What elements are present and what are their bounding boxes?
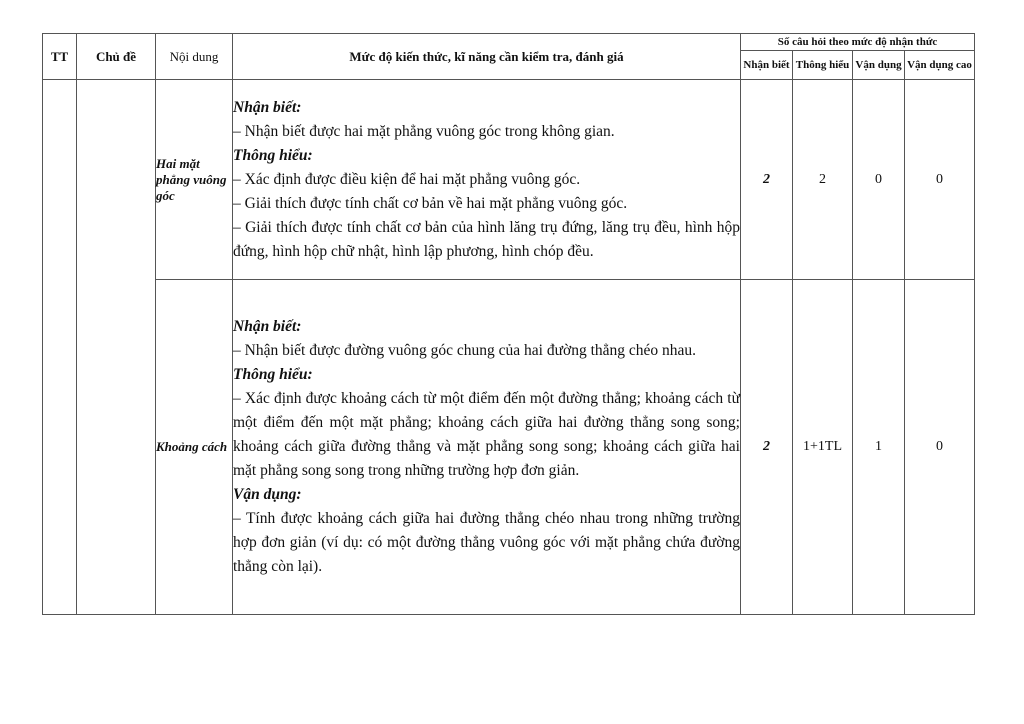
header-level-van-dung: Vận dụng [853, 51, 905, 80]
content-line: – Nhận biết được đường vuông góc chung của hai đường thẳng chéo nhau. [233, 342, 697, 359]
cell-noi-dung: Khoảng cách [156, 280, 233, 615]
level-heading: Thông hiểu: [233, 366, 313, 383]
cell-tt [43, 80, 77, 615]
level-heading: Nhận biết: [233, 98, 302, 116]
level-heading: Nhận biết: [233, 318, 302, 335]
cell-muc-do [233, 280, 741, 615]
content-line: – Giải thích được tính chất cơ bản của hình lăng trụ đứng, lăng trụ đều, hình hộp đứng, hình hộp chữ nhật, hình lập phương, hình chóp đều. [233, 218, 740, 260]
count-van-dung-cao: 0 [905, 280, 975, 615]
content-line: – Xác định được điều kiện để hai mặt phẳng vuông góc. [233, 170, 581, 188]
table-row [43, 80, 975, 280]
count-nhan-biet: 2 [741, 80, 793, 280]
count-van-dung-cao: 0 [905, 80, 975, 280]
assessment-matrix-table [42, 33, 975, 615]
content-line: – Xác định được khoảng cách từ một điểm đến một đường thẳng; khoảng cách từ một điểm đến một mặt phẳng; khoảng cách giữa hai đường thẳng song song; khoảng cách giữa đường thẳng và mặt phẳng song song; khoảng cách giữa hai mặt phẳng song song trong những trường hợp đơn giản. [233, 390, 740, 479]
cell-chu-de [77, 80, 156, 615]
count-van-dung: 1 [853, 280, 905, 615]
header-level-van-dung-cao: Vận dụng cao [905, 51, 975, 80]
cell-muc-do [233, 80, 741, 280]
content-line: – Tính được khoảng cách giữa hai đường thẳng chéo nhau trong những trường hợp đơn giản (ví dụ: có một đường thẳng vuông góc với mặt phẳng chứa đường thẳng còn lại). [233, 510, 740, 575]
count-nhan-biet: 2 [741, 280, 793, 615]
level-heading: Vận dụng: [233, 486, 302, 503]
content-line: – Giải thích được tính chất cơ bản về hai mặt phẳng vuông góc. [233, 194, 628, 212]
table-row [43, 280, 975, 615]
header-level-thong-hieu: Thông hiểu [793, 51, 853, 80]
header-so-cau-hoi: Số câu hỏi theo mức độ nhận thức [741, 34, 975, 51]
content-line: – Nhận biết được hai mặt phẳng vuông góc trong không gian. [233, 122, 615, 140]
header-tt: TT [43, 34, 77, 80]
count-thong-hieu: 1+1TL [793, 280, 853, 615]
cell-noi-dung: Hai mặt phẳng vuông góc [156, 80, 233, 280]
header-chu-de: Chủ đề [77, 34, 156, 80]
header-noi-dung: Nội dung [156, 34, 233, 80]
header-level-nhan-biet: Nhận biết [741, 51, 793, 80]
count-thong-hieu: 2 [793, 80, 853, 280]
header-muc-do: Mức độ kiến thức, kĩ năng cần kiểm tra, đánh giá [233, 34, 741, 80]
count-van-dung: 0 [853, 80, 905, 280]
level-heading: Thông hiểu: [233, 146, 313, 164]
